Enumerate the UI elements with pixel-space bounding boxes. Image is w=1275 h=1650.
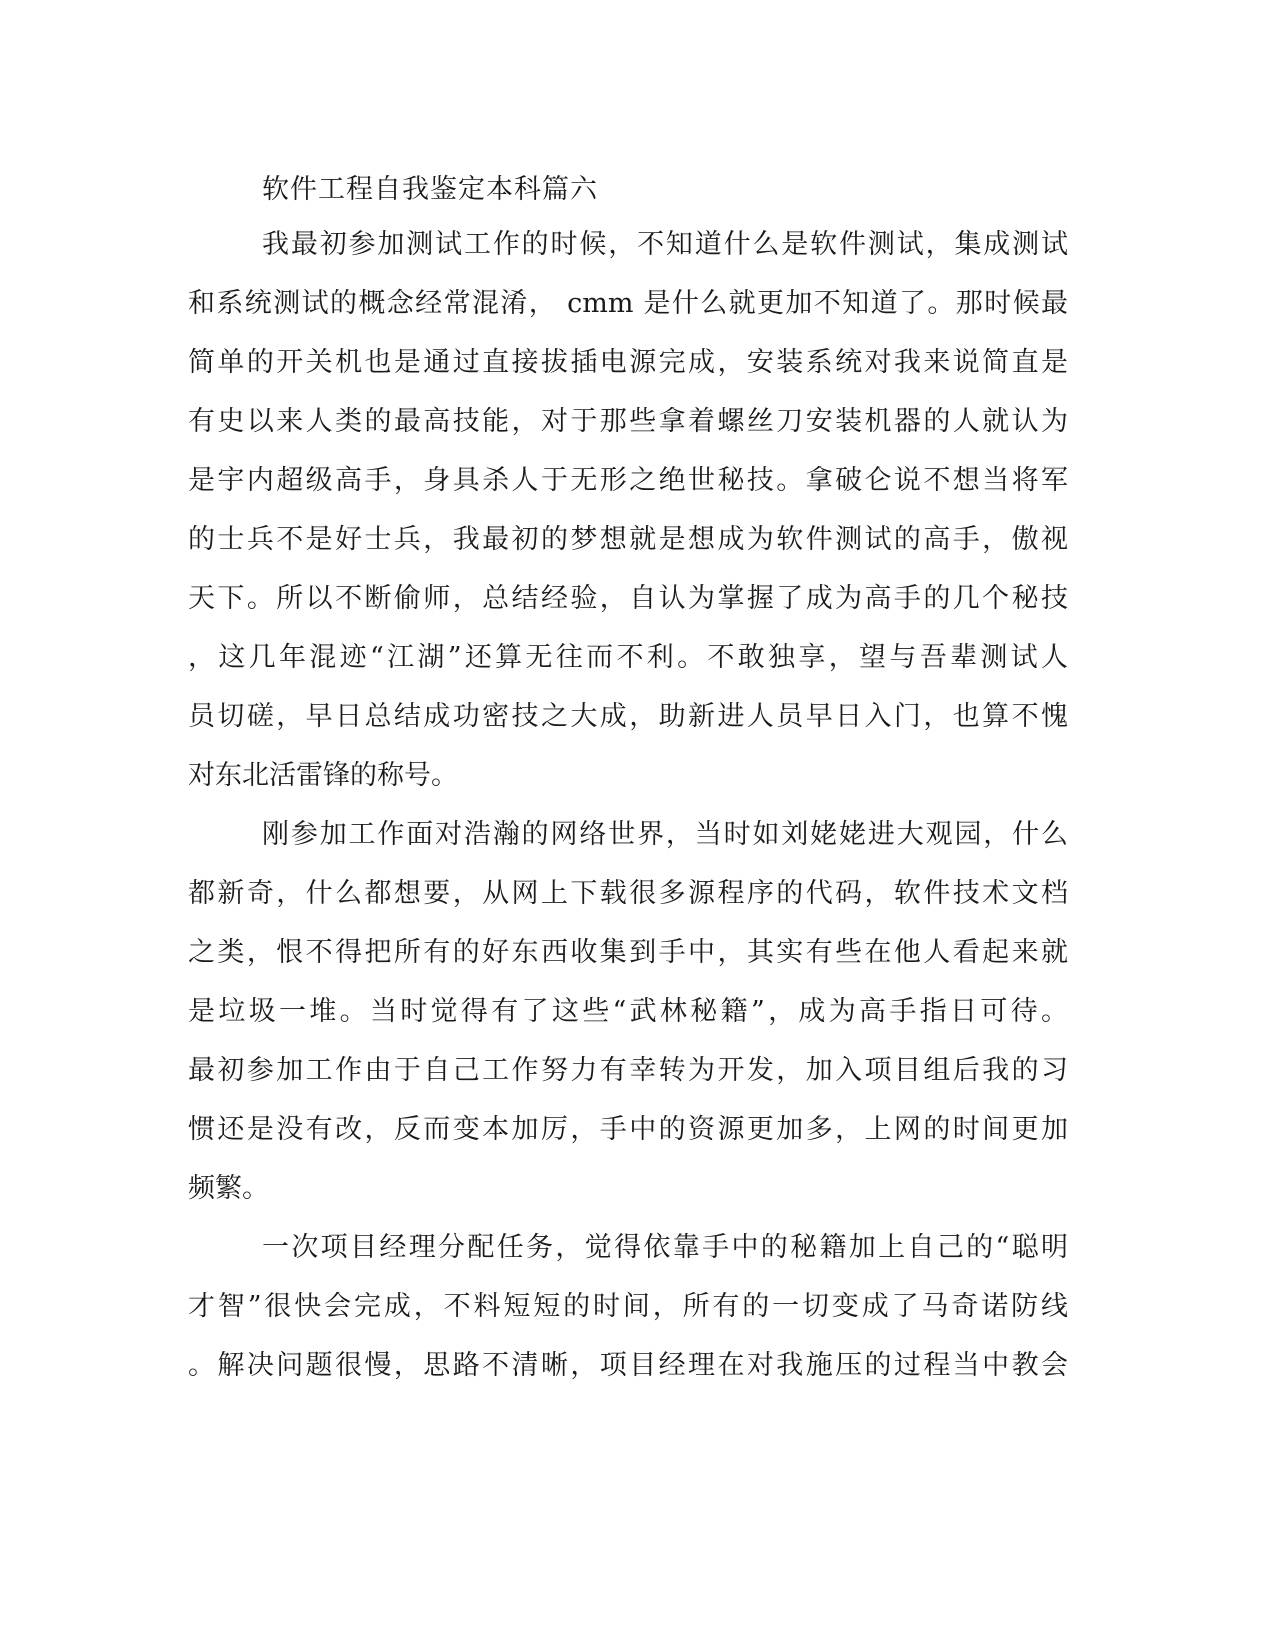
paragraph-3-line-2: 才智”很快会完成，不料短短的时间，所有的一切变成了马奇诺防线 [188,1291,1068,1322]
paragraph-2-line-2: 都新奇，什么都想要，从网上下载很多源程序的代码，软件技术文档 [188,878,1068,909]
paragraph-2-line-6: 惯还是没有改，反而变本加厉，手中的资源更加多，上网的时间更加 [188,1114,1068,1145]
paragraph-1-line-6: 的士兵不是好士兵，我最初的梦想就是想成为软件测试的高手，傲视 [188,524,1068,555]
paragraph-1-line-3: 简单的开关机也是通过直接拔插电源完成，安装系统对我来说简直是 [188,347,1068,378]
paragraph-1-line-5: 是宇内超级高手，身具杀人于无形之绝世秘技。拿破仑说不想当将军 [188,465,1068,496]
paragraph-1-line-8: ，这几年混迹“江湖”还算无往而不利。不敢独享，望与吾辈测试人 [188,642,1068,673]
paragraph-2-line-5: 最初参加工作由于自己工作努力有幸转为开发，加入项目组后我的习 [188,1055,1068,1086]
paragraph-2-line-1: 刚参加工作面对浩瀚的网络世界，当时如刘姥姥进大观园，什么 [262,819,1068,850]
paragraph-3-line-1: 一次项目经理分配任务，觉得依靠手中的秘籍加上自己的“聪明 [262,1232,1068,1263]
document-title: 软件工程自我鉴定本科篇六 [262,174,598,205]
paragraph-1-line-1: 我最初参加测试工作的时候，不知道什么是软件测试，集成测试 [262,229,1068,260]
paragraph-2-line-7: 频繁。 [188,1173,269,1204]
paragraph-1-line-10: 对东北活雷锋的称号。 [188,760,458,791]
paragraph-1-line-9: 员切磋，早日总结成功密技之大成，助新进人员早日入门，也算不愧 [188,701,1068,732]
paragraph-2-line-4: 是垃圾一堆。当时觉得有了这些“武林秘籍”，成为高手指日可待。 [188,996,1068,1027]
paragraph-3-line-3: 。解决问题很慢，思路不清晰，项目经理在对我施压的过程当中教会 [188,1350,1068,1381]
paragraph-1-line-4: 有史以来人类的最高技能，对于那些拿着螺丝刀安装机器的人就认为 [188,406,1068,437]
paragraph-2-line-3: 之类，恨不得把所有的好东西收集到手中，其实有些在他人看起来就 [188,937,1068,968]
paragraph-1-line-7: 天下。所以不断偷师，总结经验，自认为掌握了成为高手的几个秘技 [188,583,1068,614]
paragraph-1-line-2: 和系统测试的概念经常混淆， cmm 是什么就更加不知道了。那时候最 [188,288,1068,319]
